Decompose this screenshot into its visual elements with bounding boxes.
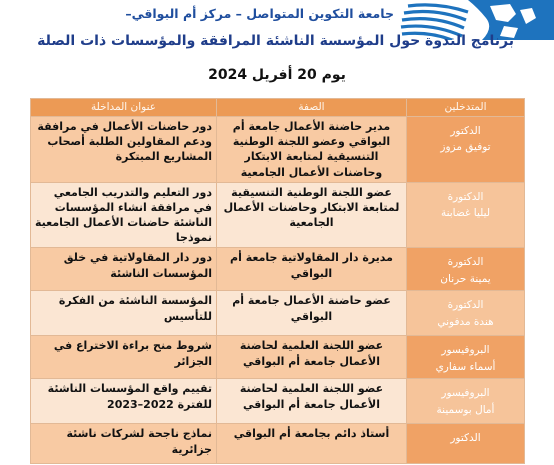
speaker-title: الدكتورة	[447, 299, 484, 312]
position-cell: عضو حاضنة الأعمال جامعة أم البواقي	[217, 291, 407, 336]
university-name: جامعة التكوين المتواصل – مركز أم البواقي–	[125, 6, 394, 21]
table-row	[31, 336, 525, 379]
topic-cell: نماذج ناجحة لشركات ناشئة جزائرية	[31, 424, 217, 464]
date-prefix: يوم	[321, 67, 346, 83]
speaker-cell	[407, 182, 525, 248]
speaker-name: هندة مدفوني	[437, 315, 494, 328]
position-cell: عضو اللجنة العلمية لحاضنة الأعمال جامعة أم البواقي	[217, 379, 407, 424]
table-row	[31, 424, 525, 464]
date-day: 20	[297, 67, 317, 83]
position-cell: عضو اللجنة العلمية لحاضنة الأعمال جامعة أم البواقي	[217, 336, 407, 379]
speaker-title: الدكتورة	[447, 190, 484, 203]
header-speakers: المتدخلين	[407, 99, 525, 117]
speaker-cell	[407, 379, 525, 424]
speaker-title: الدكتور	[450, 125, 481, 137]
position-cell: مديرة دار المقاولاتية جامعة أم البواقي	[217, 248, 407, 291]
speaker-title: الدكتور	[450, 432, 481, 445]
speaker-title: البروفيسور	[441, 344, 490, 357]
table-row	[31, 248, 525, 291]
topic-cell: شروط منح براءة الاختراع في الجزائر	[31, 336, 217, 379]
speaker-cell	[407, 336, 525, 379]
speaker-cell	[407, 117, 525, 183]
speaker-cell	[407, 248, 525, 291]
speaker-name: توفيق مزوز	[440, 141, 491, 154]
topic-cell: تقييم واقع المؤسسات الناشئة للفترة 2022–2023	[31, 379, 217, 424]
table-row	[31, 291, 525, 336]
topic-cell: دور حاضنات الأعمال في مرافقة ودعم المقاولين الطلبة أصحاب المشاريع المبتكرة	[31, 117, 217, 183]
table-header-row	[31, 99, 525, 117]
table-row	[31, 117, 525, 183]
table-row	[31, 379, 525, 424]
speaker-cell	[407, 424, 525, 464]
speaker-title: الدكتورة	[447, 256, 484, 269]
program-table	[30, 98, 525, 464]
speaker-title: البروفيسور	[441, 387, 490, 400]
topic-cell: دور دار المقاولاتية في خلق المؤسسات الناشئة	[31, 248, 217, 291]
event-date	[100, 67, 454, 83]
program-title: برنامج الندوة حول المؤسسة الناشئة المرافقة والمؤسسات ذات الصلة	[37, 33, 514, 49]
position-cell: أستاذ دائم بجامعة أم البواقي	[217, 424, 407, 464]
header-topic: عنوان المداخلة	[31, 99, 217, 117]
position-cell: مدير حاضنة الأعمال جامعة أم البواقي وعضو اللجنة الوطنية التنسيقية لمتابعة الابتكار وحاضنات الأعمال الجامعية	[217, 117, 407, 183]
speaker-name: ليليا غضابنة	[440, 206, 491, 219]
position-cell: عضو اللجنة الوطنية التنسيقية لمتابعة الابتكار وحاضنات الأعمال الجامعية	[217, 182, 407, 248]
table-row	[31, 182, 525, 248]
speaker-name: يمينة حرنان	[440, 272, 491, 285]
topic-cell: دور التعليم والتدريب الجامعي في مرافقة انشاء المؤسسات الناشئة حاضنات الأعمال الجامعية نموذجا	[31, 182, 217, 248]
speaker-name: أسماء سفاري	[435, 360, 496, 373]
speaker-name: أمال بوسمينة	[436, 403, 495, 416]
header-position: الصفة	[217, 99, 407, 117]
speaker-cell	[407, 291, 525, 336]
topic-cell: المؤسسة الناشئة من الفكرة للتأسيس	[31, 291, 217, 336]
date-month-year: أفريل 2024	[208, 67, 293, 83]
